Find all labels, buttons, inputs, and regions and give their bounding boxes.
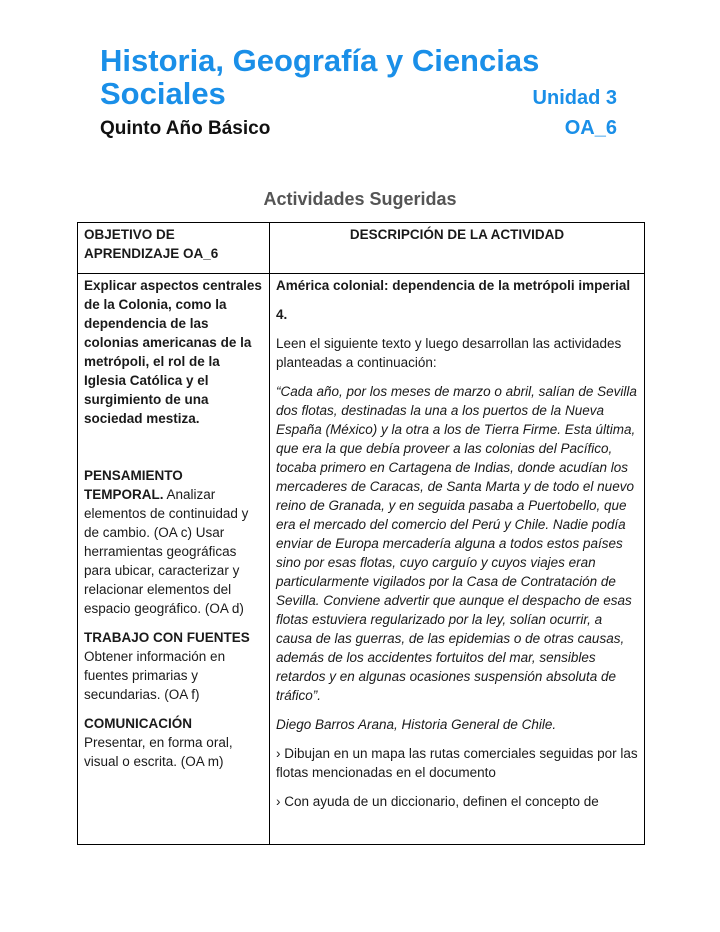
skill-sources — [84, 628, 263, 704]
objective-text: Explicar aspectos centrales de la Colonia, como la dependencia de las colonias americanas de la metrópoli, el rol de la Iglesia Católica y el surgimiento de una sociedad mestiza. — [84, 278, 262, 426]
skill-heading: PENSAMIENTO TEMPORAL. — [84, 468, 183, 502]
grade-label: Quinto Año Básico — [100, 118, 271, 139]
subject-title-line1: Historia, Geografía y Ciencias — [100, 43, 540, 78]
table-row — [78, 274, 645, 845]
quote-source: Diego Barros Arana, Historia General de Chile. — [276, 717, 557, 732]
unit-label: Unidad 3 — [532, 87, 617, 109]
skill-heading: TRABAJO CON FUENTES — [84, 630, 250, 645]
oa-code-label: OA_6 — [564, 117, 617, 139]
activity-bullet: › Con ayuda de un diccionario, definen el concepto de — [276, 794, 599, 809]
activity-title: América colonial: dependencia de la metrópoli imperial — [276, 278, 631, 293]
description-cell — [270, 274, 645, 845]
table-header-row — [78, 223, 645, 274]
skill-text: Obtener información en fuentes primarias y secundarias. (OA f) — [84, 649, 226, 702]
description-column-header: DESCRIPCIÓN DE LA ACTIVIDAD — [270, 223, 645, 274]
subtitle-row — [100, 115, 617, 142]
subject-title-line2: Sociales — [100, 76, 226, 111]
title-row-2 — [100, 77, 617, 115]
skill-communication — [84, 714, 263, 771]
activities-table — [77, 222, 645, 845]
activity-bullet: › Dibujan en un mapa las rutas comerciales seguidas por las flotas mencionadas en el documento — [276, 746, 638, 780]
skill-text: Presentar, en forma oral, visual o escrita. (OA m) — [84, 735, 233, 769]
activity-quote: “Cada año, por los meses de marzo o abril, salían de Sevilla dos flotas, destinadas la una a los puertos de la Nueva España (México) y la otra a los de Tierra Firme. Esta última, que era la que debía proveer a las colonias del Pacífico, tocaba primero en Cartagena de Indias, donde acudían los mercaderes de Caracas, de Santa Marta y de todo el nuevo reino de Granada, y en seguida pasaba a Puertobello, que era el mercado del comercio del Perú y Chile. Nadie podía enviar de Europa mercadería alguna a todos estos países sino por esas flotas, cuyo carguío y cuyos viajes eran particularmente vigilados por la Casa de Contratación de Sevilla. Conviene advertir que aunque el despacho de esas flotas estuviera regularizado por la ley, solían ocurrir, a causa de las guerras, de las epidemias o de otras causas, además de los accidentes fortuitos del mar, sensibles retardos y en algunas ocasiones suspensión absoluta de tráfico”. — [276, 384, 637, 703]
skill-text: Analizar elementos de continuidad y de cambio. (OA c) Usar herramientas geográficas para ubicar, caracterizar y relacionar elementos del espacio geográfico. (OA d) — [84, 487, 249, 616]
objective-column-header: OBJETIVO DE APRENDIZAJE OA_6 — [78, 223, 270, 274]
skill-temporal — [84, 466, 263, 618]
objective-cell — [78, 274, 270, 845]
skill-heading: COMUNICACIÓN — [84, 716, 192, 731]
activity-intro: Leen el siguiente texto y luego desarrollan las actividades planteadas a continuación: — [276, 336, 622, 370]
section-title: Actividades Sugeridas — [263, 189, 457, 209]
activity-number: 4. — [276, 307, 288, 322]
page-header — [100, 44, 617, 142]
skills-list — [84, 466, 263, 771]
